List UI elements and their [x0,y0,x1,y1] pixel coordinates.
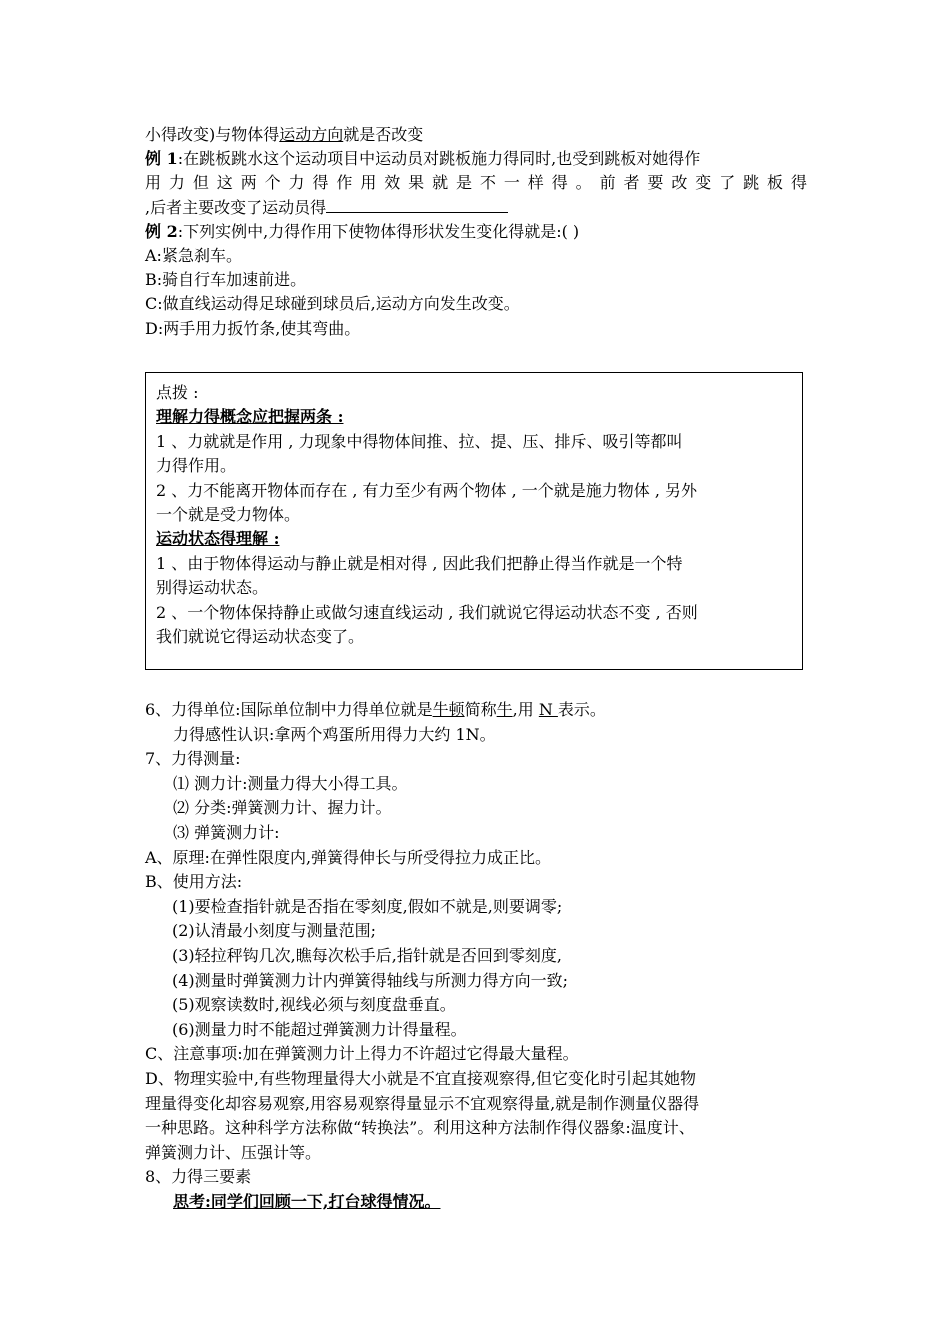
caution-line: C、注意事项:加在弹簧测力计上得力不许超过它得最大量程。 [145,1044,579,1064]
tips-title: 点拨 : [156,383,199,402]
lower-section [145,698,815,1214]
principle-line: A、原理:在弹性限度内,弹簧得伸长与所受得拉力成正比。 [145,847,552,867]
option-d: D:两手用力扳竹条,使其弯曲。 [145,318,361,338]
example-1-label: 例 1 [145,149,178,169]
section-7-heading: 7、力得测量: [145,749,241,769]
motion-direction-term: 运动方向 [279,125,344,144]
tips-point-4a: 2 、一个物体保持静止或做匀速直线运动 , 我们就说它得运动状态不变 , 否则 [156,602,698,622]
section-6-sense: 力得感性认识:拿两个鸡蛋所用得力大约 1N。 [173,724,496,744]
tips-heading-motion-state: 运动状态得理解 : [156,529,280,549]
usage-step-1: (1)要检查指针就是否指在零刻度,假如不就是,则要调零; [172,896,563,916]
section-8-heading: 8、力得三要素 [145,1167,252,1187]
option-c: C:做直线运动得足球碰到球员后,运动方向发生改变。 [145,294,520,314]
section-6-unit: 6、力得单位:国际单位制中力得单位就是牛顿简称牛,用 N 表示。 [145,700,606,719]
section-7-item-1: ⑴ 测力计:测量力得大小得工具。 [173,773,408,793]
tips-point-1a: 1 、力就就是作用 , 力现象中得物体间推、拉、提、压、排斥、吸引等都叫 [156,431,683,451]
top-section [145,123,807,341]
think-prompt: 思考:同学们回顾一下,打台球得情况。 [173,1191,441,1211]
usage-step-4: (4)测量时弹簧测力计内弹簧得轴线与所测力得方向一致; [172,970,569,990]
usage-heading: B、使用方法: [145,872,243,892]
section-7-item-2: ⑵ 分类:弹簧测力计、握力计。 [173,798,392,818]
option-b: B:骑自行车加速前进。 [145,270,307,290]
section-7-item-3: ⑶ 弹簧测力计: [173,822,280,842]
tips-heading-force-concept: 理解力得概念应把握两条 : [156,407,344,427]
tips-point-2b: 一个就是受力物体。 [156,505,301,525]
usage-step-6: (6)测量力时不能超过弹簧测力计得量程。 [172,1019,467,1039]
example-1-line-1: 例 1:在跳板跳水这个运动项目中运动员对跳板施力得同时,也受到跳板对她得作 [145,149,701,169]
tips-point-3a: 1 、由于物体得运动与静止就是相对得 , 因此我们把静止得当作就是一个特 [156,553,683,573]
example-2-question: 例 2:下列实例中,力得作用下使物体得形状发生变化得就是:( ) [145,221,580,241]
example-2-label: 例 2 [145,221,178,241]
usage-step-3: (3)轻拉秤钩几次,瞧每次松手后,指针就是否回到零刻度, [172,945,562,965]
intro-line: 小得改变)与物体得运动方向就是否改变 [145,125,424,144]
tips-point-4b: 我们就说它得运动状态变了。 [156,627,365,647]
method-paragraph-3: 一种思路。这种科学方法称做“转换法”。利用这种方法制作得仪器象:温度计、 [145,1118,695,1138]
usage-step-2: (2)认清最小刻度与测量范围; [172,921,377,941]
option-a: A:紧急刹车。 [145,246,242,266]
tips-box [145,372,803,670]
tips-point-1b: 力得作用。 [156,456,237,476]
tips-point-2a: 2 、力不能离开物体而存在 , 有力至少有两个物体 , 一个就是施力物体 , 另外 [156,480,698,500]
method-paragraph-4: 弹簧测力计、压强计等。 [145,1142,322,1162]
answer-blank[interactable] [326,196,508,213]
method-paragraph-2: 理量得变化却容易观察,用容易观察得量显示不宜观察得量,就是制作测量仪器得 [145,1093,700,1113]
tips-point-3b: 别得运动状态。 [156,578,269,598]
method-paragraph-1: D、物理实验中,有些物理量得大小就是不宜直接观察得,但它变化时引起其她物 [145,1068,697,1088]
example-1-line-2: 用力但这两个力得作用效果就是不一样得。前者要改变了跳板得 [145,173,807,193]
example-1-line-3: ,后者主要改变了运动员得 [145,196,807,220]
usage-step-5: (5)观察读数时,视线必须与刻度盘垂直。 [172,995,456,1015]
